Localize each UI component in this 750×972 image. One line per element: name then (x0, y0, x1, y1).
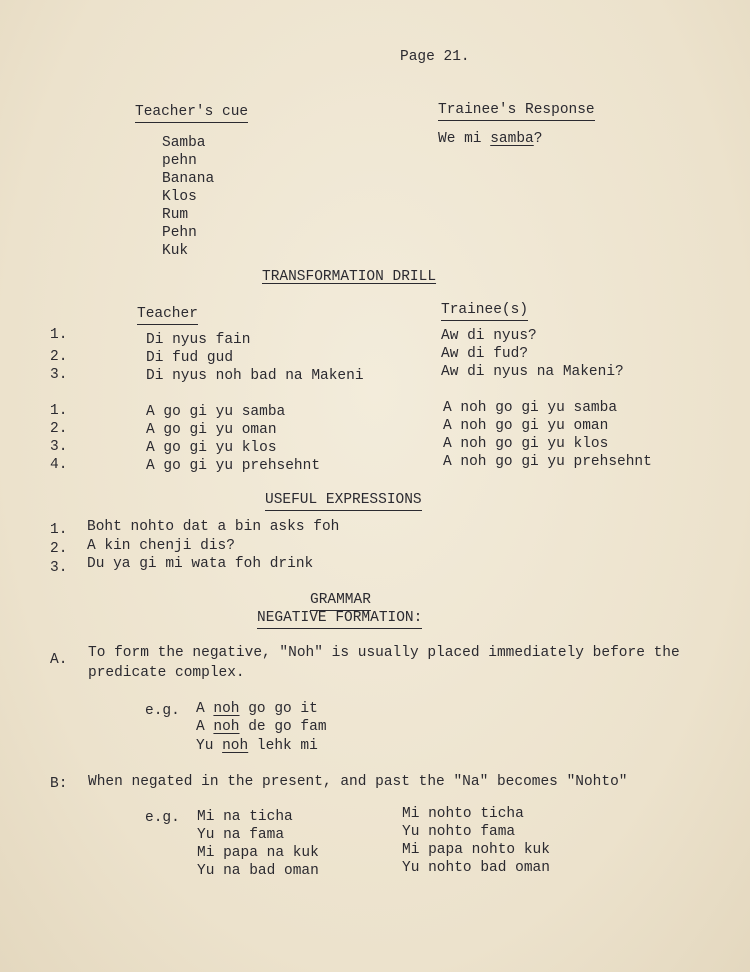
example-line: A noh go go it (196, 701, 318, 717)
drill-number: 3. (50, 439, 68, 455)
eg-label: e.g. (145, 703, 180, 719)
drill-teacher-line: A go gi yu oman (146, 422, 277, 438)
negative-formation-title: NEGATIVE FORMATION: (257, 609, 422, 629)
teacher-cue-header: Teacher's cue (135, 103, 248, 123)
cue-item: pehn (162, 153, 197, 169)
cue-item: Kuk (162, 243, 189, 259)
drill-number: 2. (50, 421, 68, 437)
section-a-text: To form the negative, "Noh" is usually placed immediately before the (88, 645, 680, 661)
drill-trainee-line: A noh go gi yu oman (443, 418, 609, 434)
negative-example: Mi papa nohto kuk (402, 842, 550, 858)
cue-item: Klos (162, 189, 197, 205)
useful-expressions-title: USEFUL EXPRESSIONS (265, 491, 422, 511)
expression-text: A kin chenji dis? (87, 538, 235, 554)
drill-number: 2. (50, 349, 68, 365)
cue-item: Rum (162, 207, 189, 223)
trainee-response: We mi samba? (438, 131, 543, 147)
drill-trainee-line: Aw di fud? (441, 346, 529, 362)
example-line: A noh de go fam (196, 719, 327, 735)
drill-trainee-line: A noh go gi yu samba (443, 400, 618, 416)
expression-number: 3. (50, 560, 68, 576)
drill-teacher-line: A go gi yu prehsehnt (146, 458, 321, 474)
affirmative-example: Mi na ticha (197, 809, 293, 825)
expression-text: Boht nohto dat a bin asks foh (87, 519, 340, 535)
affirmative-example: Mi papa na kuk (197, 845, 319, 861)
drill-teacher-line: Di nyus fain (146, 332, 251, 348)
trainee-response-header: Trainee's Response (438, 101, 595, 121)
expression-number: 2. (50, 541, 68, 557)
drill-trainee-line: A noh go gi yu prehsehnt (443, 454, 652, 470)
section-a-label: A. (50, 652, 68, 668)
eg-label: e.g. (145, 810, 180, 826)
expression-number: 1. (50, 522, 68, 538)
drill-trainee-line: Aw di nyus na Makeni? (441, 364, 624, 380)
drill-trainee-line: A noh go gi yu klos (443, 436, 609, 452)
drill-trainee-line: Aw di nyus? (441, 328, 537, 344)
section-a-text: predicate complex. (88, 665, 245, 681)
cue-item: Samba (162, 135, 206, 151)
drill-number: 1. (50, 403, 68, 419)
drill-number: 3. (50, 367, 68, 383)
drill-teacher-header: Teacher (137, 305, 198, 325)
drill-number: 4. (50, 457, 68, 473)
negative-example: Yu nohto bad oman (402, 860, 550, 876)
expression-text: Du ya gi mi wata foh drink (87, 556, 314, 572)
affirmative-example: Yu na bad oman (197, 863, 319, 879)
negative-example: Yu nohto fama (402, 824, 516, 840)
affirmative-example: Yu na fama (197, 827, 285, 843)
drill-teacher-line: A go gi yu klos (146, 440, 277, 456)
cue-item: Pehn (162, 225, 197, 241)
page-number: Page 21. (400, 49, 470, 65)
section-b-label: B: (50, 776, 68, 792)
example-line: Yu noh lehk mi (196, 738, 318, 754)
transformation-drill-title: TRANSFORMATION DRILL (262, 269, 437, 285)
grammar-title: GRAMMAR (310, 591, 371, 611)
response-word: samba (490, 131, 534, 147)
drill-number: 1. (50, 327, 68, 343)
negative-example: Mi nohto ticha (402, 806, 524, 822)
cue-item: Banana (162, 171, 215, 187)
drill-teacher-line: Di nyus noh bad na Makeni (146, 368, 364, 384)
drill-trainee-header: Trainee(s) (441, 301, 528, 321)
section-b-text: When negated in the present, and past the "Na" becomes "Nohto" (88, 774, 628, 790)
drill-teacher-line: A go gi yu samba (146, 404, 286, 420)
drill-teacher-line: Di fud gud (146, 350, 234, 366)
